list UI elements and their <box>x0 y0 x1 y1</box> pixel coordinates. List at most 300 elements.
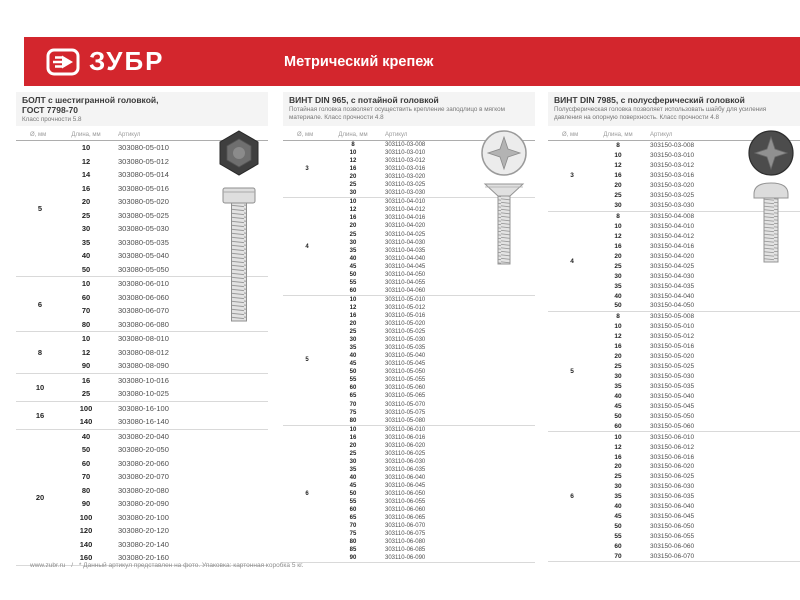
length-value: 10 <box>614 222 622 230</box>
table-row <box>64 484 268 498</box>
length-value: 80 <box>81 319 91 329</box>
length-value: 20 <box>614 252 622 260</box>
length-value: 50 <box>81 264 91 274</box>
length-value: 55 <box>349 499 357 506</box>
table-row <box>331 368 535 376</box>
length-value: 12 <box>614 333 622 341</box>
article-value: 303080-16-100 <box>118 403 169 413</box>
length-value: 160 <box>79 553 93 563</box>
table-row <box>596 391 800 401</box>
article-value: 303110-06-090 <box>385 555 426 562</box>
length-value: 10 <box>614 433 622 441</box>
article-value: 303080-06-010 <box>118 279 169 289</box>
diameter-value: 5 <box>570 368 574 376</box>
length-value: 8 <box>616 142 620 150</box>
table-row <box>331 360 535 368</box>
article-value: 303110-06-065 <box>385 515 426 522</box>
length-value: 30 <box>349 337 357 344</box>
diameter-value: 10 <box>35 382 45 392</box>
article-value: 303110-06-085 <box>385 547 426 554</box>
table-row <box>331 514 535 522</box>
article-value: 303110-05-070 <box>385 401 426 408</box>
pan-head-screw-photo <box>746 128 796 268</box>
col-diameter: Ø, мм <box>562 132 579 138</box>
table-row <box>596 382 800 392</box>
article-value: 303150-04-050 <box>650 302 695 310</box>
col-diameter: Ø, мм <box>297 132 314 138</box>
length-value: 45 <box>614 402 622 410</box>
table-row <box>596 421 800 431</box>
article-value: 303110-03-020 <box>385 174 426 181</box>
table-subtitle: ГОСТ 7798-70 <box>22 105 78 115</box>
table-pan-head-screw <box>548 92 800 562</box>
article-value: 303150-05-040 <box>650 392 695 400</box>
article-value: 303150-06-050 <box>650 523 695 531</box>
article-value: 303150-06-060 <box>650 542 695 550</box>
table-row <box>64 387 268 401</box>
table-row <box>64 443 268 457</box>
article-value: 303110-06-070 <box>385 523 426 530</box>
article-value: 303110-05-025 <box>385 329 426 336</box>
article-value: 303110-04-035 <box>385 247 426 254</box>
table-row <box>596 492 800 502</box>
article-value: 303150-04-025 <box>650 262 695 270</box>
table-row <box>331 522 535 530</box>
diameter-value: 6 <box>305 491 309 498</box>
table-row <box>331 434 535 442</box>
table-row <box>331 409 535 417</box>
article-value: 303080-05-012 <box>118 156 169 166</box>
table-row <box>331 320 535 328</box>
article-value: 303110-04-030 <box>385 239 426 246</box>
article-value: 303080-05-035 <box>118 237 169 247</box>
table-row <box>64 470 268 484</box>
table-row <box>64 497 268 511</box>
col-article: Артикул <box>385 132 408 138</box>
length-value: 50 <box>614 523 622 531</box>
article-value: 303110-06-055 <box>385 499 426 506</box>
length-value: 40 <box>614 392 622 400</box>
page-title: Метрический крепеж <box>284 53 434 70</box>
table-row <box>596 432 800 442</box>
table-row <box>596 372 800 382</box>
article-value: 303150-06-020 <box>650 463 695 471</box>
table-row <box>331 344 535 352</box>
table-row <box>64 430 268 444</box>
article-value: 303110-03-008 <box>385 142 426 149</box>
table-row <box>331 466 535 474</box>
article-value: 303110-06-075 <box>385 531 426 538</box>
article-value: 303150-05-025 <box>650 363 695 371</box>
length-value: 140 <box>79 539 93 549</box>
table-row <box>596 312 800 322</box>
footer-divider: / <box>71 562 74 569</box>
article-value: 303150-04-040 <box>650 292 695 300</box>
length-value: 75 <box>349 531 357 538</box>
col-length: Длина, мм <box>338 132 368 138</box>
length-value: 16 <box>614 453 622 461</box>
article-value: 303110-05-075 <box>385 409 426 416</box>
length-value: 50 <box>349 271 357 278</box>
article-value: 303150-06-055 <box>650 533 695 541</box>
length-value: 30 <box>614 272 622 280</box>
table-row <box>64 415 268 429</box>
length-value: 45 <box>349 263 357 270</box>
article-value: 303080-20-070 <box>118 472 169 482</box>
table-row <box>331 401 535 409</box>
brand-banner <box>24 37 800 86</box>
article-value: 303110-06-030 <box>385 458 426 465</box>
length-value: 70 <box>349 523 357 530</box>
length-value: 14 <box>81 170 91 180</box>
article-value: 303150-03-016 <box>650 172 695 180</box>
length-value: 70 <box>614 552 622 560</box>
length-value: 70 <box>81 306 91 316</box>
table-title: БОЛТ с шестигранной головкой, <box>22 95 159 105</box>
length-value: 45 <box>614 513 622 521</box>
article-value: 303110-04-010 <box>385 199 426 206</box>
table-row <box>596 522 800 532</box>
article-value: 303110-06-016 <box>385 434 426 441</box>
length-value: 30 <box>349 239 357 246</box>
table-row <box>331 450 535 458</box>
length-value: 35 <box>81 237 91 247</box>
article-value: 303110-03-016 <box>385 166 426 173</box>
article-value: 303080-05-030 <box>118 224 169 234</box>
length-value: 16 <box>614 172 622 180</box>
length-value: 35 <box>614 382 622 390</box>
diameter-group <box>16 429 268 565</box>
article-value: 303150-04-010 <box>650 222 695 230</box>
table-row <box>331 530 535 538</box>
table-description: Полусферическая головка позволяет использовать шайбу для усиления давления на опорную поверхность. Класс прочности 4.8 <box>554 106 767 121</box>
article-value: 303080-06-070 <box>118 306 169 316</box>
length-value: 100 <box>79 403 93 413</box>
length-value: 12 <box>349 304 357 311</box>
article-value: 303150-05-016 <box>650 343 695 351</box>
length-value: 90 <box>81 499 91 509</box>
article-value: 303150-05-010 <box>650 323 695 331</box>
length-value: 25 <box>349 329 357 336</box>
length-value: 25 <box>614 262 622 270</box>
article-value: 303110-04-060 <box>385 287 426 294</box>
length-value: 16 <box>349 434 357 441</box>
article-value: 303150-06-040 <box>650 503 695 511</box>
diameter-value: 8 <box>37 347 43 357</box>
length-value: 60 <box>81 458 91 468</box>
article-value: 303110-06-035 <box>385 466 426 473</box>
length-value: 35 <box>349 247 357 254</box>
length-value: 50 <box>614 412 622 420</box>
length-value: 60 <box>349 507 357 514</box>
article-value: 303150-04-012 <box>650 232 695 240</box>
table-row <box>64 538 268 552</box>
length-value: 75 <box>349 409 357 416</box>
table-row <box>331 376 535 384</box>
table-row <box>331 312 535 320</box>
length-value: 90 <box>349 555 357 562</box>
length-value: 16 <box>349 215 357 222</box>
zubr-logo <box>46 46 165 77</box>
table-row <box>331 554 535 562</box>
length-value: 35 <box>349 466 357 473</box>
table-description: Класс прочности 5.8 <box>22 116 82 123</box>
length-value: 20 <box>614 463 622 471</box>
article-value: 303080-08-012 <box>118 347 169 357</box>
length-value: 65 <box>349 393 357 400</box>
article-value: 303080-20-140 <box>118 539 169 549</box>
length-value: 60 <box>81 292 91 302</box>
length-value: 25 <box>614 363 622 371</box>
table-hex-bolt <box>16 92 268 566</box>
table-row <box>331 482 535 490</box>
length-value: 12 <box>81 347 91 357</box>
table-row <box>596 512 800 522</box>
length-value: 10 <box>81 334 91 344</box>
diameter-value: 4 <box>305 243 309 250</box>
table-row <box>331 304 535 312</box>
length-value: 50 <box>349 491 357 498</box>
article-value: 303150-04-008 <box>650 213 695 221</box>
table-row <box>331 538 535 546</box>
length-value: 30 <box>614 202 622 210</box>
diameter-value: 3 <box>570 172 574 180</box>
table-row <box>596 462 800 472</box>
table-row <box>331 287 535 295</box>
col-article: Артикул <box>118 132 141 138</box>
article-value: 303110-05-020 <box>385 321 426 328</box>
length-value: 65 <box>349 515 357 522</box>
length-value: 12 <box>81 156 91 166</box>
footer-note: * Данный артикул представлен на фото. Упаковка: картонная коробка 5 кг. <box>78 562 304 569</box>
length-value: 25 <box>81 389 91 399</box>
table-row <box>596 352 800 362</box>
hex-bolt-photo <box>214 128 264 326</box>
article-value: 303080-20-160 <box>118 553 169 563</box>
article-value: 303080-08-010 <box>118 334 169 344</box>
table-row <box>596 322 800 332</box>
article-value: 303110-05-060 <box>385 385 426 392</box>
diameter-value: 3 <box>305 166 309 173</box>
length-value: 10 <box>81 279 91 289</box>
length-value: 20 <box>349 442 357 449</box>
length-value: 10 <box>349 150 357 157</box>
article-value: 303110-04-020 <box>385 223 426 230</box>
article-value: 303110-03-010 <box>385 150 426 157</box>
length-value: 8 <box>616 213 620 221</box>
length-value: 30 <box>349 458 357 465</box>
table-row <box>331 546 535 554</box>
table-row <box>64 402 268 416</box>
article-value: 303150-05-050 <box>650 412 695 420</box>
article-value: 303110-06-040 <box>385 474 426 481</box>
article-value: 303080-05-040 <box>118 251 169 261</box>
article-value: 303110-05-012 <box>385 304 426 311</box>
length-value: 60 <box>349 385 357 392</box>
length-value: 25 <box>349 182 357 189</box>
length-value: 10 <box>81 143 91 153</box>
table-row <box>596 502 800 512</box>
length-value: 30 <box>349 190 357 197</box>
article-value: 303080-16-140 <box>118 417 169 427</box>
length-value: 25 <box>349 231 357 238</box>
length-value: 120 <box>79 526 93 536</box>
table-row <box>331 417 535 425</box>
page-footer <box>30 562 307 569</box>
length-value: 70 <box>81 472 91 482</box>
length-value: 12 <box>614 232 622 240</box>
article-value: 303150-06-025 <box>650 473 695 481</box>
table-row <box>596 551 800 561</box>
article-value: 303110-04-016 <box>385 215 426 222</box>
length-value: 16 <box>614 343 622 351</box>
length-value: 40 <box>349 255 357 262</box>
table-row <box>596 532 800 542</box>
table-row <box>64 359 268 373</box>
table-row <box>331 271 535 279</box>
table-row <box>331 384 535 392</box>
length-value: 8 <box>616 313 620 321</box>
length-value: 90 <box>81 361 91 371</box>
table-row <box>596 291 800 301</box>
article-value: 303110-03-025 <box>385 182 426 189</box>
article-value: 303150-04-030 <box>650 272 695 280</box>
article-value: 303110-05-050 <box>385 369 426 376</box>
length-value: 16 <box>349 313 357 319</box>
length-value: 80 <box>349 539 357 546</box>
zubr-arrow-icon <box>46 48 80 76</box>
article-value: 303150-03-008 <box>650 142 695 150</box>
article-value: 303150-05-020 <box>650 353 695 361</box>
article-value: 303150-05-012 <box>650 333 695 341</box>
article-value: 303110-04-045 <box>385 263 426 270</box>
table-row <box>331 458 535 466</box>
diameter-group <box>283 425 535 563</box>
length-value: 45 <box>349 361 357 368</box>
article-value: 303110-06-010 <box>385 426 426 433</box>
table-row <box>64 332 268 346</box>
article-value: 303080-20-120 <box>118 526 169 536</box>
article-value: 303110-05-010 <box>385 296 426 303</box>
table-row <box>331 352 535 360</box>
length-value: 40 <box>349 474 357 481</box>
table-countersunk-screw <box>283 92 535 563</box>
diameter-value: 4 <box>570 257 574 265</box>
length-value: 30 <box>614 373 622 381</box>
table-row <box>331 498 535 506</box>
article-value: 303080-05-025 <box>118 210 169 220</box>
article-value: 303110-05-016 <box>385 313 426 319</box>
article-value: 303110-05-045 <box>385 361 426 368</box>
article-value: 303150-06-010 <box>650 433 695 441</box>
length-value: 20 <box>614 182 622 190</box>
article-value: 303080-05-014 <box>118 170 169 180</box>
length-value: 12 <box>614 162 622 170</box>
length-value: 35 <box>614 493 622 501</box>
length-value: 12 <box>349 158 357 165</box>
table-row <box>596 362 800 372</box>
article-value: 303080-05-016 <box>118 183 169 193</box>
article-value: 303080-20-080 <box>118 485 169 495</box>
article-value: 303150-03-025 <box>650 192 695 200</box>
table-row <box>64 511 268 525</box>
table-row <box>596 482 800 492</box>
table-row <box>596 401 800 411</box>
article-value: 303110-06-060 <box>385 507 426 514</box>
article-value: 303080-20-090 <box>118 499 169 509</box>
article-value: 303110-05-035 <box>385 345 426 352</box>
article-value: 303110-03-012 <box>385 158 426 165</box>
article-value: 303110-05-055 <box>385 377 426 384</box>
diameter-group <box>283 295 535 425</box>
diameter-group <box>16 373 268 401</box>
article-value: 303150-06-030 <box>650 483 695 491</box>
length-value: 85 <box>349 547 357 554</box>
table-header <box>283 92 535 126</box>
length-value: 25 <box>349 450 357 457</box>
length-value: 20 <box>349 174 357 181</box>
article-value: 303080-10-016 <box>118 375 169 385</box>
article-value: 303110-06-025 <box>385 450 426 457</box>
article-value: 303110-06-045 <box>385 482 426 489</box>
article-value: 303080-06-080 <box>118 319 169 329</box>
length-value: 60 <box>614 422 622 430</box>
length-value: 30 <box>81 224 91 234</box>
length-value: 16 <box>81 375 91 385</box>
table-row <box>331 328 535 336</box>
table-row <box>331 474 535 482</box>
length-value: 12 <box>349 207 357 214</box>
article-value: 303150-03-010 <box>650 152 695 160</box>
col-length: Длина, мм <box>603 132 633 138</box>
table-row <box>331 490 535 498</box>
article-value: 303110-05-080 <box>385 417 426 424</box>
length-value: 10 <box>614 152 622 160</box>
length-value: 10 <box>349 199 357 206</box>
diameter-value: 20 <box>35 492 45 502</box>
col-diameter: Ø, мм <box>30 132 47 138</box>
article-value: 303150-05-035 <box>650 382 695 390</box>
length-value: 80 <box>81 485 91 495</box>
table-row <box>596 281 800 291</box>
table-header <box>548 92 800 126</box>
table-title: ВИНТ DIN 965, с потайной головкой <box>289 95 439 105</box>
table-title: ВИНТ DIN 7985, с полусферический головкой <box>554 95 745 105</box>
table-row <box>596 411 800 421</box>
article-value: 303110-04-050 <box>385 271 426 278</box>
table-row <box>596 472 800 482</box>
length-value: 12 <box>614 443 622 451</box>
article-value: 303110-04-040 <box>385 255 426 262</box>
length-value: 16 <box>81 183 91 193</box>
article-value: 303110-04-055 <box>385 279 426 286</box>
table-row <box>331 506 535 514</box>
length-value: 45 <box>349 482 357 489</box>
article-value: 303150-04-020 <box>650 252 695 260</box>
article-value: 303080-05-010 <box>118 143 169 153</box>
length-value: 55 <box>614 533 622 541</box>
article-value: 303150-05-045 <box>650 402 695 410</box>
brand-name: ЗУБР <box>89 46 165 76</box>
length-value: 35 <box>614 282 622 290</box>
article-value: 303150-06-045 <box>650 513 695 521</box>
length-value: 20 <box>81 197 91 207</box>
article-value: 303080-20-040 <box>118 431 169 441</box>
article-value: 303110-04-025 <box>385 231 426 238</box>
table-row <box>331 296 535 304</box>
length-value: 50 <box>614 302 622 310</box>
length-value: 70 <box>349 401 357 408</box>
